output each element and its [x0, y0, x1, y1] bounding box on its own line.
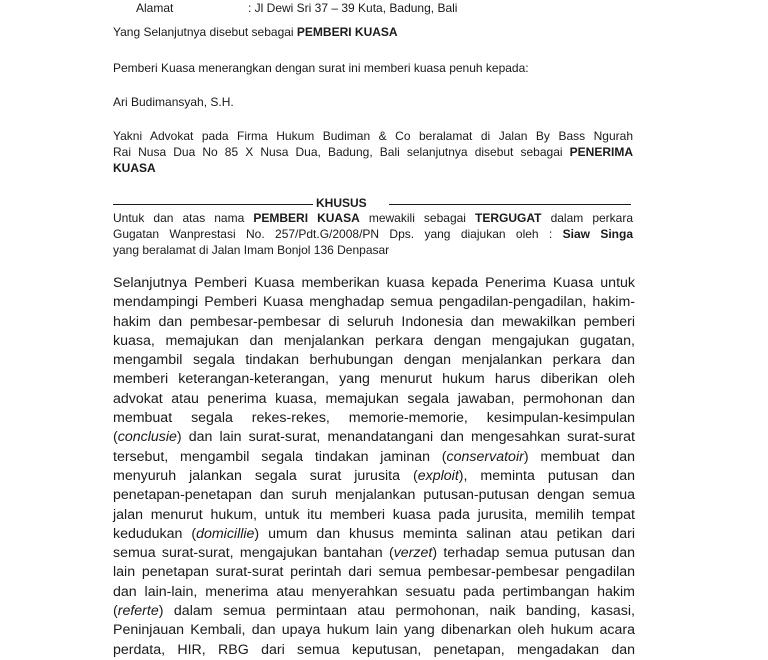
body-line: memberi keterangan-keterangan, yang menurut hukum harus diberikan oleh — [113, 371, 635, 388]
body-line-italic-term: domicillie — [196, 525, 255, 542]
alamat-value: : Jl Dewi Sri 37 – 39 Kuta, Badung, Bali — [248, 1, 458, 15]
alamat-label: Alamat — [136, 1, 174, 15]
body-line — [113, 428, 635, 447]
body-line — [113, 448, 635, 467]
intro-line: Pemberi Kuasa menerangkan dengan surat ini memberi kuasa penuh kepada: — [113, 61, 529, 75]
body-line-text: semua surat-surat, mengajukan bantahan ( — [113, 545, 394, 562]
body-line-italic-term: referte — [117, 603, 159, 620]
body-line-italic-term: verzet — [393, 545, 433, 562]
case-line-1 — [113, 210, 633, 226]
body-line-text: tersebut, mengambil segala tindakan jaminan ( — [113, 448, 447, 465]
body-line — [113, 544, 635, 563]
body-line: membuat segala rekes-rekes, memorie-memorie, kesimpulan-kesimpulan — [113, 410, 635, 427]
pemberi-kuasa-line — [113, 24, 633, 40]
khusus-rule-left — [113, 204, 313, 205]
body-line-text: menyuruh jalankan segala surat jurusita ( — [113, 467, 418, 484]
body-line: jalan menurut hukum, untuk itu memberi kuasa pada jurusita, memilih tempat — [113, 506, 635, 523]
body-line: penetapan-penetapan dan suruh menjalankan putusan-putusan dengan semua — [113, 487, 635, 504]
body-line-text: ( — [113, 429, 118, 446]
body-line: Peninjauan Kembali, dan upaya hukum lain yang dibenarkan oleh hukum acara — [113, 622, 635, 639]
body-line — [113, 467, 635, 486]
khusus-rule-right — [389, 204, 631, 205]
khusus-title: KHUSUS — [316, 196, 367, 210]
body-line-text: ) membuat dan — [523, 448, 635, 465]
body-line-text: ) dalam semua permintaan atau permohonan, naik banding, kasasi, — [158, 603, 635, 620]
penerima-line-2-text: Rai Nusa Dua No 85 X Nusa Dua, Badung, Bali selanjutnya disebut sebagai — [113, 145, 570, 159]
case-paragraph — [113, 210, 633, 258]
penerima-line-1: Yakni Advokat pada Firma Hukum Budiman & Co beralamat di Jalan By Bass Ngurah — [113, 129, 633, 143]
body-paragraph — [113, 274, 635, 660]
alamat-row — [136, 0, 736, 16]
body-line-text: ), meminta putusan dan — [458, 467, 635, 484]
body-line: mendampingi Pemberi Kuasa menghadap semua pengadilan-pengadilan, hakim- — [113, 294, 635, 311]
case-bold-1: PEMBERI KUASA — [253, 211, 360, 225]
body-line: advokat atau penerima kuasa, memajukan segala jawaban, permohonan dan — [113, 390, 635, 407]
case-text-4: Gugatan Wanprestasi No. 257/Pdt.G/2008/PN Dps. yang diajukan oleh : — [113, 227, 563, 241]
khusus-heading — [113, 195, 631, 211]
pemberi-bold: PEMBERI KUASA — [296, 25, 398, 39]
body-line-text: kedudukan ( — [113, 525, 197, 542]
body-line: Selanjutnya Pemberi Kuasa memberikan kuasa kepada Penerima Kuasa untuk — [113, 275, 635, 291]
body-line: perdata, HIR, RBG dari semua keputusan, penetapan, mengadakan dan — [113, 641, 635, 658]
penerima-bold-1: PENERIMA — [569, 145, 633, 159]
body-line — [113, 602, 635, 621]
penerima-line-3 — [113, 160, 633, 176]
pemberi-prefix: Yang Selanjutnya disebut sebagai — [113, 25, 297, 39]
body-line-italic-term: exploit — [417, 467, 459, 484]
body-line-italic-term: conclusie — [117, 429, 177, 446]
body-line: dan lain-lain, menerima atau menyerahkan sesuatu pada pertimbangan hakim — [113, 583, 635, 600]
body-line: hakim dan pembesar-pembesar di seluruh Indonesia dan mewakilkan pemberi — [113, 313, 635, 330]
body-line-text: ) terhadap semua putusan dan — [432, 545, 635, 562]
case-bold-3: Siaw Singa — [562, 227, 633, 241]
body-line-text: ) dan lain surat-surat, menandatangani dan mengesahkan surat-surat — [176, 429, 635, 446]
case-text-1: Untuk dan atas nama — [113, 211, 254, 225]
penerima-line-2 — [113, 144, 633, 160]
case-line-3: yang beralamat di Jalan Imam Bonjol 136 Denpasar — [113, 243, 390, 257]
penerima-bold-2: KUASA — [113, 161, 156, 175]
case-text-2: mewakili sebagai — [359, 211, 476, 225]
body-line-italic-term: conservatoir — [446, 448, 524, 465]
penerima-paragraph — [113, 128, 633, 176]
advocate-name: Ari Budimansyah, S.H. — [113, 95, 234, 109]
body-line-text: ) umum dan khusus meminta salinan atau petikan dari — [254, 525, 635, 542]
case-text-3: dalam perkara — [541, 211, 634, 225]
body-line: kuasa, memajukan dan menjalankan perkara dengan mengajukan gugatan, — [113, 332, 635, 349]
body-line: lain penetapan surat-surat perintah dari semua pembesar-pembesar pengadilan — [113, 564, 635, 581]
body-line — [113, 525, 635, 544]
case-bold-2: TERGUGAT — [475, 211, 542, 225]
case-line-2 — [113, 226, 633, 242]
body-line-text: ( — [113, 603, 118, 620]
body-line: mengambil segala tindakan berhubungan dengan menjalankan perkara dan — [113, 352, 635, 369]
